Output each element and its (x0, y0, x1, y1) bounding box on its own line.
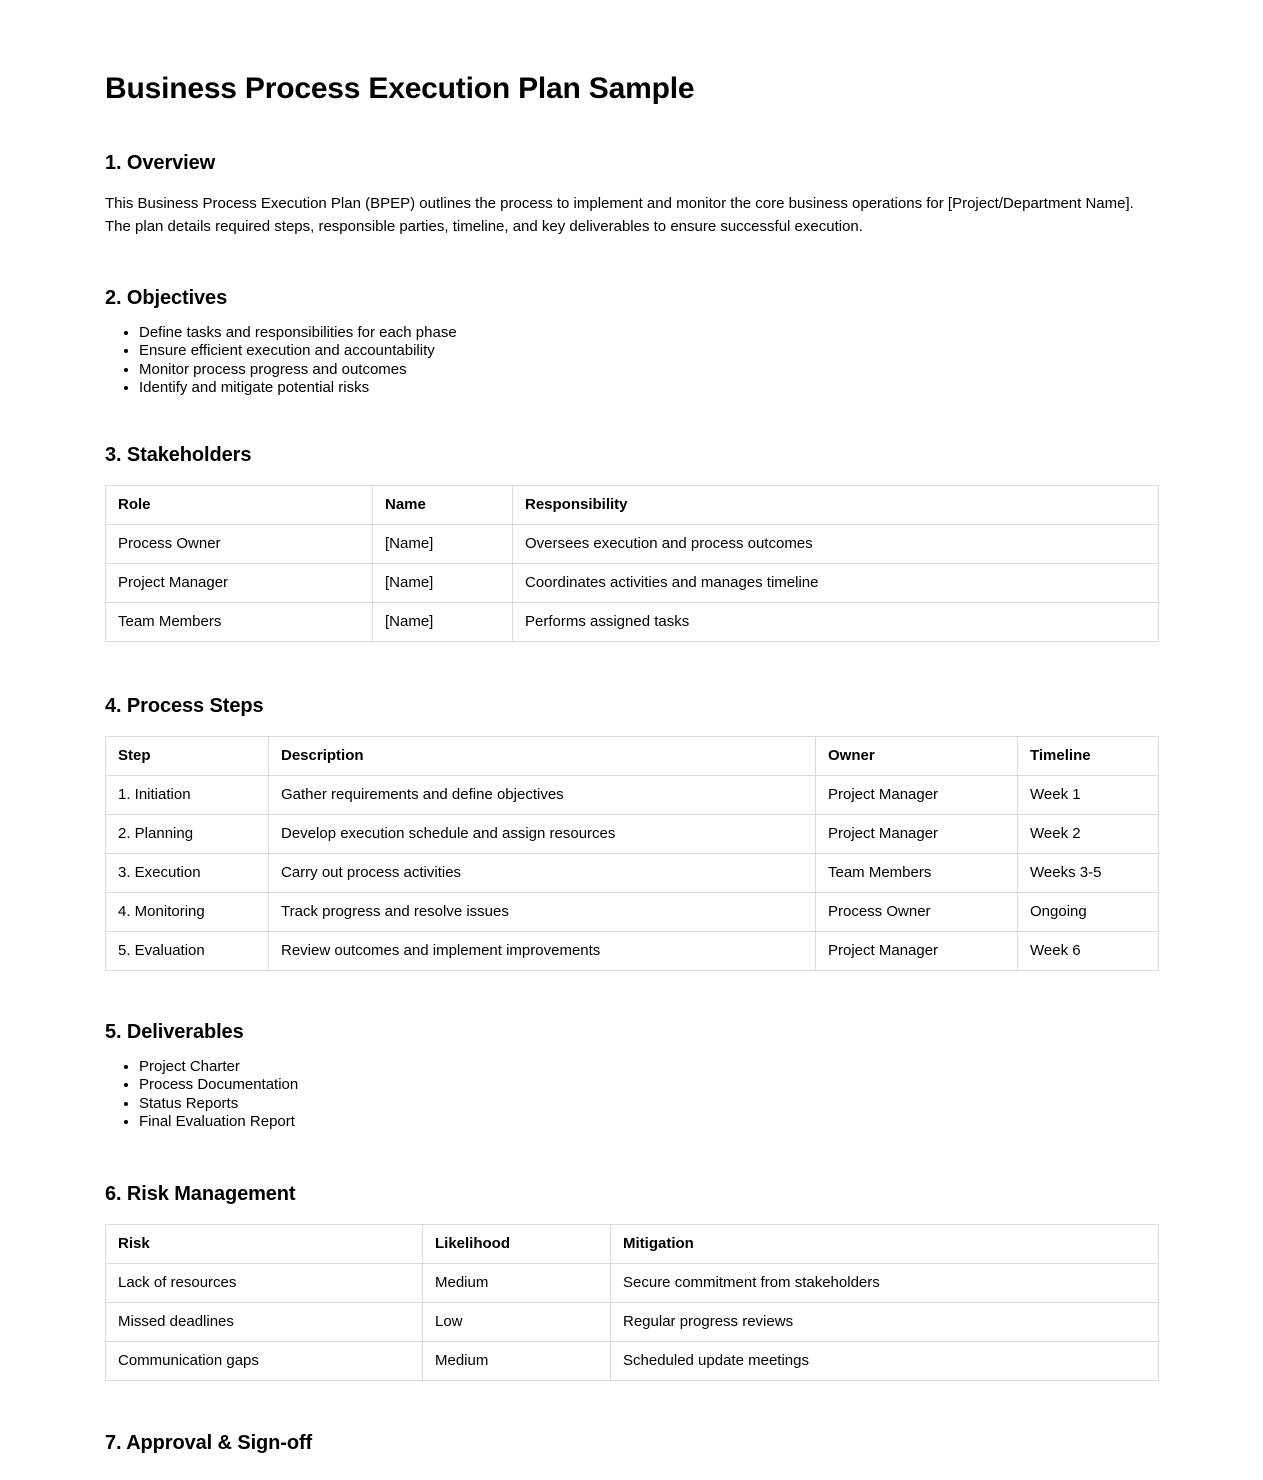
list-item: • Identify and mitigate potential risks (139, 379, 1158, 397)
cell-name: [Name] (373, 525, 513, 564)
cell-description: Develop execution schedule and assign resources (269, 815, 816, 854)
cell-risk: Communication gaps (106, 1342, 423, 1381)
cell-role: Team Members (106, 603, 373, 642)
section-heading-approval: 7. Approval & Sign-off (105, 1432, 313, 1455)
column-header-step: Step (106, 737, 269, 776)
table-row (106, 1342, 1159, 1381)
cell-description: Gather requirements and define objectives (269, 776, 816, 815)
table-row (106, 815, 1159, 854)
table-header-row (106, 1225, 1159, 1264)
table-row (106, 1303, 1159, 1342)
cell-name: [Name] (373, 603, 513, 642)
cell-risk: Lack of resources (106, 1264, 423, 1303)
process-steps-table (105, 736, 1159, 971)
section-heading-deliverables: 5. Deliverables (105, 1021, 244, 1044)
column-header-timeline: Timeline (1018, 737, 1159, 776)
column-header-risk: Risk (106, 1225, 423, 1264)
column-header-likelihood: Likelihood (423, 1225, 611, 1264)
cell-timeline: Week 2 (1018, 815, 1159, 854)
cell-step: 1. Initiation (106, 776, 269, 815)
cell-role: Process Owner (106, 525, 373, 564)
column-header-mitigation: Mitigation (611, 1225, 1159, 1264)
cell-role: Project Manager (106, 564, 373, 603)
cell-likelihood: Medium (423, 1342, 611, 1381)
cell-risk: Missed deadlines (106, 1303, 423, 1342)
cell-name: [Name] (373, 564, 513, 603)
list-item: • Final Evaluation Report (139, 1113, 1158, 1131)
list-item: • Define tasks and responsibilities for each phase (139, 324, 1158, 342)
cell-step: 5. Evaluation (106, 932, 269, 971)
cell-owner: Project Manager (816, 776, 1018, 815)
table-row (106, 932, 1159, 971)
cell-responsibility: Performs assigned tasks (513, 603, 1159, 642)
column-header-owner: Owner (816, 737, 1018, 776)
table-row (106, 854, 1159, 893)
cell-mitigation: Secure commitment from stakeholders (611, 1264, 1159, 1303)
table-row (106, 776, 1159, 815)
list-item: • Monitor process progress and outcomes (139, 361, 1158, 379)
cell-likelihood: Low (423, 1303, 611, 1342)
list-item: • Project Charter (139, 1058, 1158, 1076)
cell-timeline: Ongoing (1018, 893, 1159, 932)
column-header-role: Role (106, 486, 373, 525)
column-header-description: Description (269, 737, 816, 776)
cell-timeline: Week 1 (1018, 776, 1159, 815)
cell-mitigation: Scheduled update meetings (611, 1342, 1159, 1381)
cell-step: 2. Planning (106, 815, 269, 854)
stakeholders-table (105, 485, 1159, 642)
section-heading-process-steps: 4. Process Steps (105, 695, 264, 718)
list-item: • Status Reports (139, 1095, 1158, 1113)
cell-timeline: Week 6 (1018, 932, 1159, 971)
cell-responsibility: Coordinates activities and manages timeline (513, 564, 1159, 603)
table-row (106, 525, 1159, 564)
section-heading-overview: 1. Overview (105, 151, 216, 174)
cell-step: 3. Execution (106, 854, 269, 893)
table-row (106, 1264, 1159, 1303)
cell-description: Carry out process activities (269, 854, 816, 893)
risk-management-table (105, 1224, 1159, 1381)
cell-likelihood: Medium (423, 1264, 611, 1303)
list-item: • Process Documentation (139, 1076, 1158, 1094)
column-header-name: Name (373, 486, 513, 525)
section-heading-objectives: 2. Objectives (105, 287, 228, 309)
cell-mitigation: Regular progress reviews (611, 1303, 1159, 1342)
deliverables-list (105, 1044, 1158, 1131)
cell-owner: Team Members (816, 854, 1018, 893)
table-header-row (106, 486, 1159, 525)
section-heading-stakeholders: 3. Stakeholders (105, 444, 252, 467)
section-heading-risk-management: 6. Risk Management (105, 1183, 296, 1206)
objectives-list (105, 310, 1158, 397)
table-row (106, 603, 1159, 642)
cell-timeline: Weeks 3-5 (1018, 854, 1159, 893)
cell-responsibility: Oversees execution and process outcomes (513, 525, 1159, 564)
table-row (106, 893, 1159, 932)
table-row (106, 564, 1159, 603)
page-title: Business Process Execution Plan Sample (105, 72, 695, 105)
table-header-row (106, 737, 1159, 776)
cell-owner: Project Manager (816, 932, 1018, 971)
cell-description: Review outcomes and implement improvements (269, 932, 816, 971)
overview-paragraph: This Business Process Execution Plan (BPEP) outlines the process to implement and monitor the core business operations for [Project/Department Name]. The plan details required steps, responsible parties, timeline, and key deliverables to ensure successful execution. (105, 194, 1134, 235)
cell-step: 4. Monitoring (106, 893, 269, 932)
document-content (105, 0, 1158, 1455)
cell-description: Track progress and resolve issues (269, 893, 816, 932)
column-header-responsibility: Responsibility (513, 486, 1159, 525)
cell-owner: Process Owner (816, 893, 1018, 932)
list-item: • Ensure efficient execution and accountability (139, 342, 1158, 360)
cell-owner: Project Manager (816, 815, 1018, 854)
